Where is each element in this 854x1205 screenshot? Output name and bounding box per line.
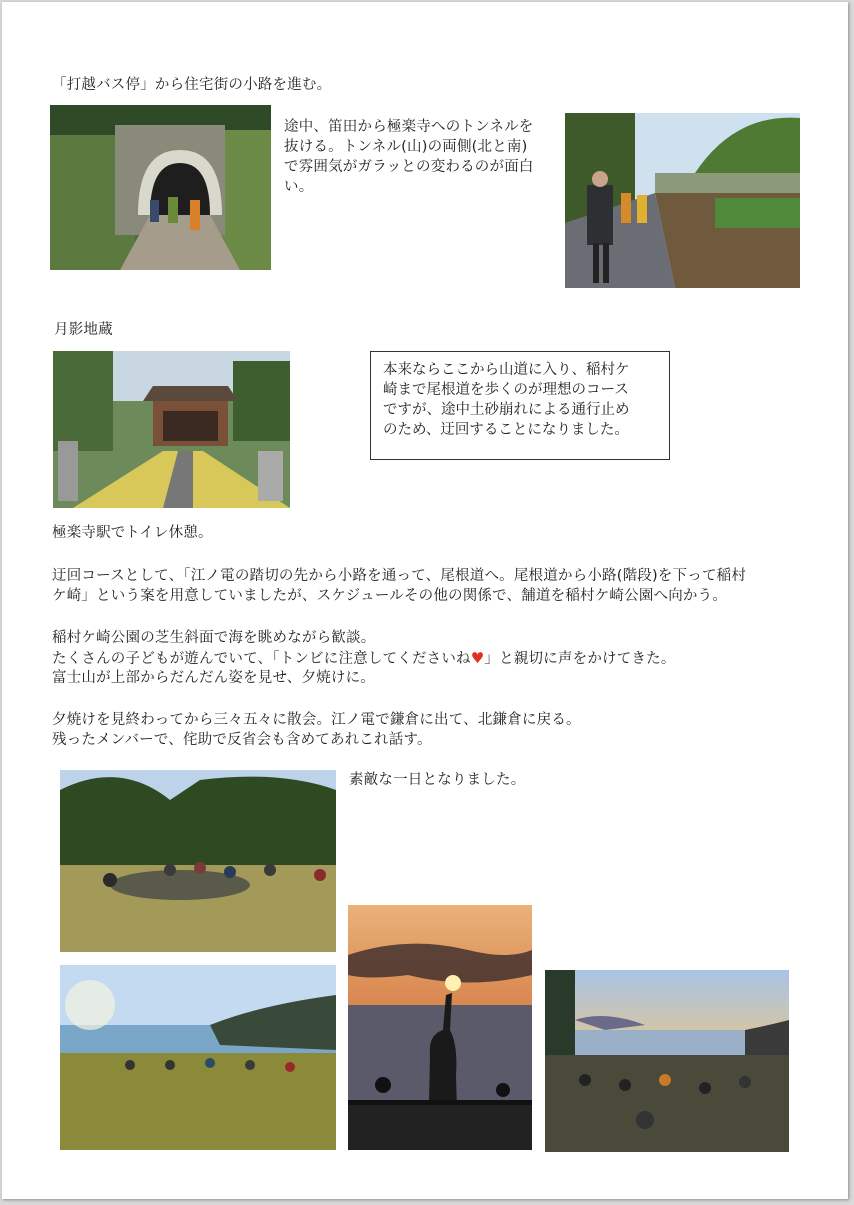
park-line-2 bbox=[52, 648, 676, 669]
detour-line-2: ケ崎」という案を用意していましたが、スケジュールその他の関係で、舗道を稲村ケ崎公園へ向かう。 bbox=[52, 588, 728, 604]
park-line-2-start: たくさんの子どもが遊んでいて、「トンビに注意してくださいね bbox=[52, 651, 471, 667]
jizo-label: 月影地蔵 bbox=[54, 322, 113, 338]
document-page bbox=[2, 2, 848, 1199]
intro-text: 「打越バス停」から住宅街の小路を進む。 bbox=[52, 77, 332, 93]
notice-line-1: 本来ならここから山道に入り、稲村ケ bbox=[383, 362, 630, 378]
notice-line-3: ですが、途中土砂崩れによる通行止め bbox=[383, 402, 630, 418]
end-line-1: 夕焼けを見終わってから三々五々に散会。江ノ電で鎌倉に出て、北鎌倉に戻る。 bbox=[52, 712, 581, 728]
end-line-2: 残ったメンバーで、侘助で反省会も含めてあれこれ話す。 bbox=[52, 732, 432, 748]
park-line-1: 稲村ケ崎公園の芝生斜面で海を眺めながら歓談。 bbox=[52, 630, 376, 646]
detour-line-1: 迂回コースとして、「江ノ電の踏切の先から小路を通って、尾根道へ。尾根道から小路(階段)を下って稲村 bbox=[52, 568, 747, 584]
dusk-crowd-photo bbox=[545, 970, 789, 1152]
sunset-statue-photo bbox=[348, 905, 532, 1150]
notice-line-4: のため、迂回することになりました。 bbox=[383, 422, 629, 438]
park-group-photo bbox=[60, 770, 336, 952]
heart-icon: ♥ bbox=[470, 649, 485, 667]
tunnel-photo bbox=[50, 105, 271, 270]
closing-text: 素敵な一日となりました。 bbox=[349, 772, 526, 788]
notice-line-2: 崎まで尾根道を歩くのが理想のコース bbox=[383, 382, 629, 398]
tunnel-caption-4: い。 bbox=[284, 179, 314, 195]
park-line-3: 富士山が上部からだんだん姿を見せ、夕焼けに。 bbox=[52, 670, 375, 686]
tunnel-caption-1: 途中、笛田から極楽寺へのトンネルを bbox=[284, 119, 534, 135]
tunnel-caption-3: で雰囲気がガラッとの変わるのが面白 bbox=[284, 159, 534, 175]
station-text: 極楽寺駅でトイレ休憩。 bbox=[52, 525, 213, 541]
garden-path-photo bbox=[565, 113, 800, 288]
park-line-2-end: 」と親切に声をかけてきた。 bbox=[484, 651, 676, 667]
temple-photo bbox=[53, 351, 290, 508]
sea-lawn-photo bbox=[60, 965, 336, 1150]
tunnel-caption-2: 抜ける。トンネル(山)の両側(北と南) bbox=[284, 139, 528, 155]
route-notice-box bbox=[370, 351, 670, 460]
